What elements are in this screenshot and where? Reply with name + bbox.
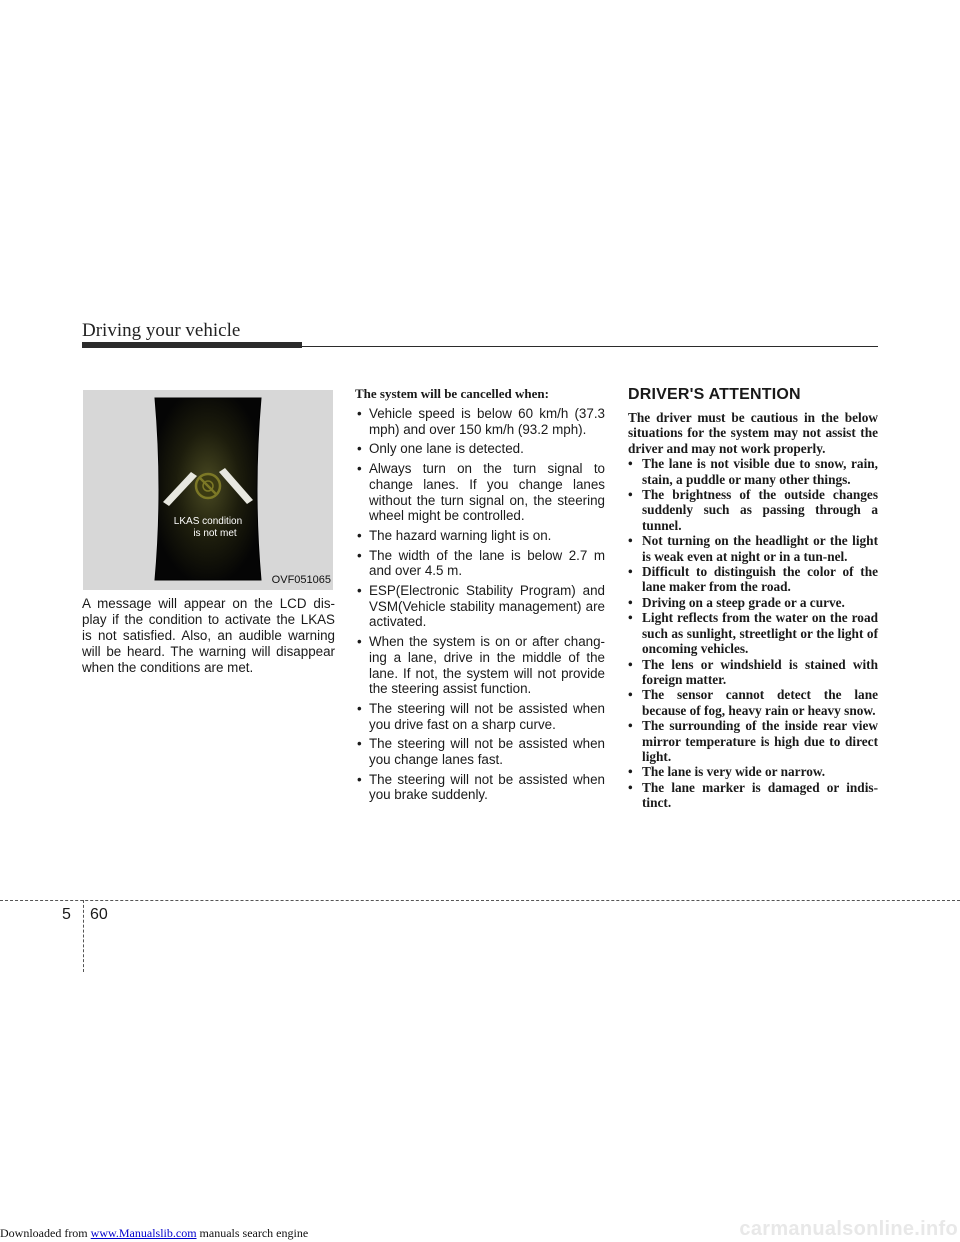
drivers-attention-list — [628, 456, 878, 810]
lcd-message-line2: is not met — [193, 528, 237, 539]
list-item: • The surrounding of the inside rear view mirror temperature is high due to direct light. — [628, 718, 878, 764]
list-item: • Always turn on the turn signal to change lanes. If you change lanes without the turn signal on, the steering wheel might be controlled. — [355, 461, 605, 524]
list-item: • The steering will not be assisted when you drive fast on a sharp curve. — [355, 701, 605, 732]
list-item: • The sensor cannot detect the lane because of fog, heavy rain or heavy snow. — [628, 687, 878, 718]
list-item: • The lens or windshield is stained with foreign matter. — [628, 657, 878, 688]
manualslib-link[interactable]: www.Manualslib.com — [90, 1226, 197, 1240]
lcd-message-paragraph: A message will appear on the LCD dis-play if the condition to activate the LKAS is not satisfied. Also, an audible warning will be heard. The warning will disappear when the conditions are met. — [82, 596, 335, 675]
list-item: • The brightness of the outside changes suddenly such as passing through a tunnel. — [628, 487, 878, 533]
list-item: • The lane is very wide or narrow. — [628, 764, 878, 779]
page-header-title: Driving your vehicle — [82, 320, 241, 341]
list-item: • The width of the lane is below 2.7 m and over 4.5 m. — [355, 548, 605, 579]
list-item: • The lane marker is damaged or indis-tinct. — [628, 780, 878, 811]
drivers-attention-section — [628, 386, 878, 811]
list-item: • Vehicle speed is below 60 km/h (37.3 mph) and over 150 km/h (93.2 mph). — [355, 406, 605, 437]
footer-vertical-divider — [83, 900, 84, 972]
download-prefix: Downloaded from — [0, 1226, 91, 1240]
list-item: • Only one lane is detected. — [355, 441, 605, 457]
list-item: • Driving on a steep grade or a curve. — [628, 595, 878, 610]
lkas-lcd-figure — [83, 390, 333, 590]
watermark: carmanualsonline.info — [739, 1218, 958, 1240]
list-item: • When the system is on or after chang-ing a lane, drive in the middle of the lane. If not, the system will not provide the steering assist function. — [355, 634, 605, 697]
cancel-conditions-section — [355, 386, 605, 807]
list-item: • ESP(Electronic Stability Program) and VSM(Vehicle stability management) are activated. — [355, 583, 605, 630]
lcd-display-illustration — [83, 390, 333, 590]
list-item: • The hazard warning light is on. — [355, 528, 605, 544]
list-item: • Difficult to distinguish the color of the lane maker from the road. — [628, 564, 878, 595]
download-suffix: manuals search engine — [196, 1226, 309, 1240]
footer-divider — [0, 900, 960, 901]
lcd-message-line1: LKAS condition — [173, 516, 243, 527]
list-item: • Not turning on the headlight or the light is weak even at night or in a tun-nel. — [628, 533, 878, 564]
steering-wheel-prohibited-icon — [196, 474, 220, 498]
drivers-attention-heading: DRIVER'S ATTENTION — [628, 386, 801, 403]
header-rule — [82, 346, 878, 347]
page-number: 60 — [90, 906, 108, 923]
list-item: • The steering will not be assisted when you brake suddenly. — [355, 772, 605, 803]
download-notice — [0, 1226, 308, 1241]
list-item: • The lane is not visible due to snow, rain, stain, a puddle or many other things. — [628, 456, 878, 487]
header-rule-thick — [82, 342, 302, 348]
cancel-conditions-heading: The system will be cancelled when: — [355, 386, 549, 401]
drivers-attention-intro: The driver must be cautious in the below situations for the system may not assist the driver and may not work properly. — [628, 410, 878, 456]
list-item: • The steering will not be assisted when you change lanes fast. — [355, 736, 605, 767]
list-item: • Light reflects from the water on the road such as sunlight, streetlight or the light of oncoming vehicles. — [628, 610, 878, 656]
chapter-number: 5 — [62, 906, 71, 923]
cancel-conditions-list — [355, 406, 605, 803]
figure-caption: OVF051065 — [271, 574, 331, 586]
